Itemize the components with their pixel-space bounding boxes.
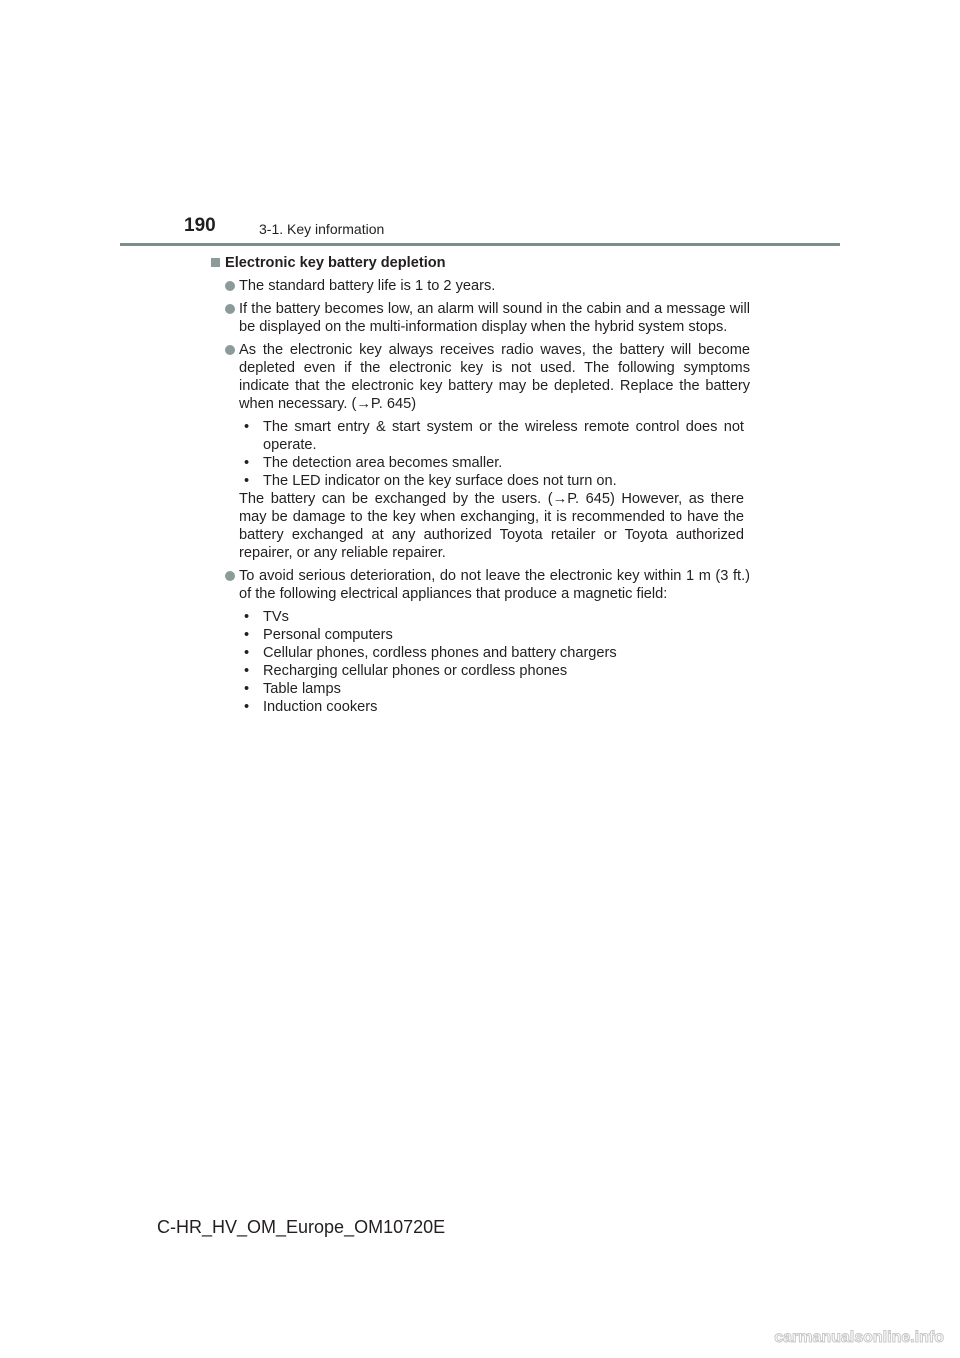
list-item-text: The smart entry & start system or the wireless remote control does not operate. (263, 419, 744, 453)
circle-bullet-icon (225, 345, 235, 355)
list-item-text: Personal computers (263, 627, 393, 643)
list-item (239, 680, 750, 698)
bullet-item (210, 567, 750, 603)
header-rule (120, 243, 840, 246)
list-item-text: Induction cookers (263, 699, 378, 715)
content (210, 254, 750, 721)
list-item-text: The LED indicator on the key surface does not turn on. (263, 473, 617, 489)
section-label: 3-1. Key information (259, 221, 385, 237)
list-marker: • (244, 473, 250, 489)
list-item (239, 662, 750, 680)
list-item (239, 454, 750, 472)
list-marker: • (244, 627, 250, 643)
list-marker: • (244, 419, 250, 435)
bullet-text: As the electronic key always receives radio waves, the battery will become depleted even if the electronic key is not used. The following symptoms indicate that the electronic key battery may be depleted. Replace the battery when necessary. (→P. 645) (239, 342, 750, 412)
symptom-list (210, 418, 750, 562)
watermark-logo (746, 1321, 946, 1351)
bullet-item (210, 341, 750, 413)
appliance-list (210, 608, 750, 716)
list-marker: • (244, 663, 250, 679)
bullet-text: The standard battery life is 1 to 2 years. (239, 278, 496, 294)
list-item-text: Table lamps (263, 681, 341, 697)
symptoms-note: The battery can be exchanged by the users. (→P. 645) However, as there may be damage to the key when exchanging, it is recommended to have the battery exchanged at any authorized Toyota retailer or Toyota authorized repairer, or any reliable repairer. (239, 491, 744, 561)
list-item (239, 418, 750, 454)
list-marker: • (244, 609, 250, 625)
list-item (239, 608, 750, 626)
list-item-text: The detection area becomes smaller. (263, 455, 503, 471)
list-marker: • (244, 681, 250, 697)
list-marker: • (244, 455, 250, 471)
circle-bullet-icon (225, 281, 235, 291)
document-code: C-HR_HV_OM_Europe_OM10720E (157, 1217, 446, 1237)
page-number: 190 (184, 215, 216, 236)
list-item (239, 626, 750, 644)
list-item-text: Cellular phones, cordless phones and battery chargers (263, 645, 617, 661)
circle-bullet-icon (225, 304, 235, 314)
bullet-item (210, 277, 750, 295)
bullet-item (210, 300, 750, 336)
bullet-text: If the battery becomes low, an alarm will sound in the cabin and a message will be displayed on the multi-information display when the hybrid system stops. (239, 301, 750, 335)
list-item-text: Recharging cellular phones or cordless phones (263, 663, 568, 679)
list-item (239, 698, 750, 716)
section-heading (210, 254, 750, 272)
section-heading-text: Electronic key battery depletion (225, 255, 446, 271)
list-marker: • (244, 699, 250, 715)
bullet-text: To avoid serious deterioration, do not leave the electronic key within 1 m (3 ft.) of the following electrical appliances that produce a magnetic field: (239, 568, 750, 602)
list-item (239, 472, 750, 490)
list-item-text: TVs (263, 609, 289, 625)
circle-bullet-icon (225, 571, 235, 581)
list-marker: • (244, 645, 250, 661)
watermark-text: carmanualsonline.info (774, 1329, 944, 1346)
square-bullet-icon (211, 258, 220, 267)
list-item (239, 644, 750, 662)
